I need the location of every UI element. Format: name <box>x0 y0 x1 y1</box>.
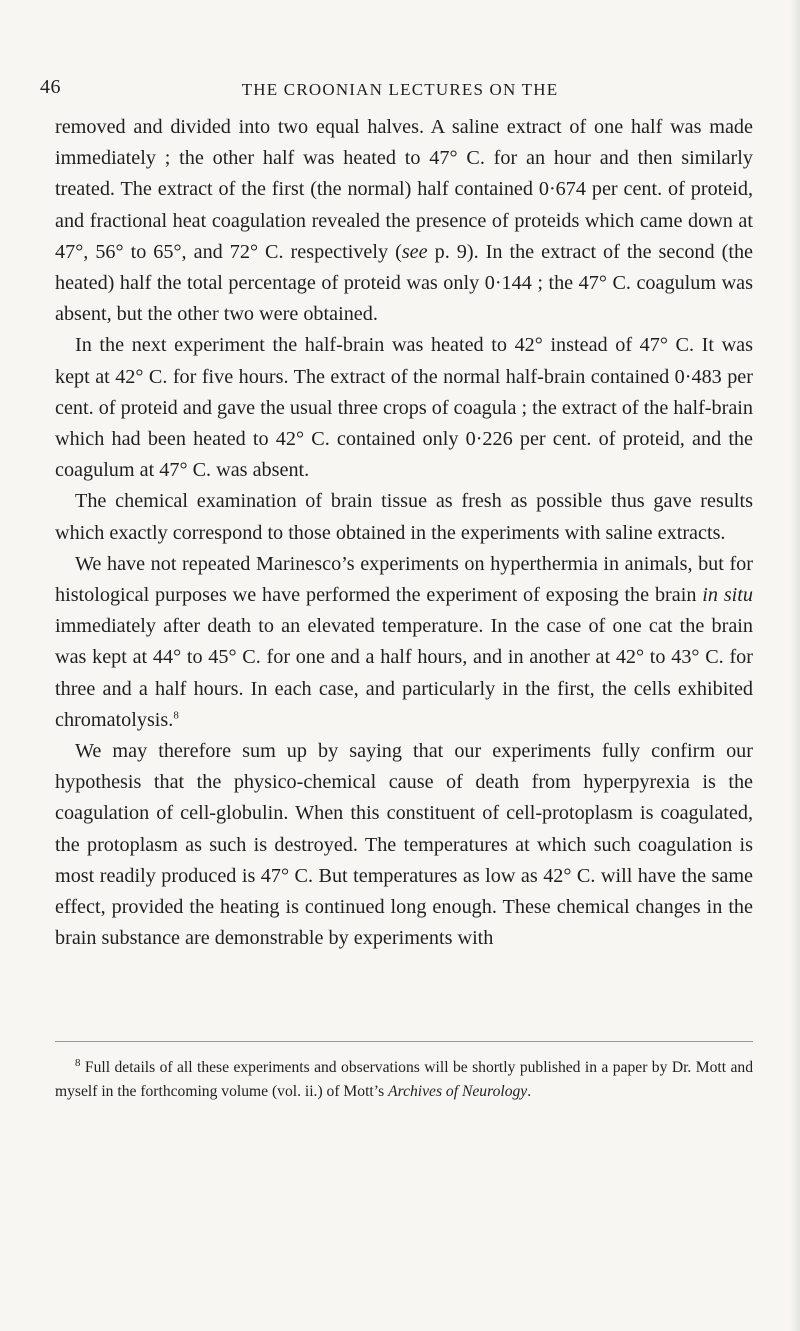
footnote-body: Full details of all these experiments and observations will be shortly published in a paper by Dr. Mott and myself in the forthcoming volume (vol. ii.) of Mott’s <box>55 1059 753 1100</box>
paragraph-4-text-b: immediately after death to an elevated temperature. In the case of one cat the brain was kept at 44° to 45° C. for one and a half hours, and in another at 42° to 43° C. for three and a half hours. In each case, and particularly in the first, the cells exhibited chromatolysis. <box>55 615 753 731</box>
see-reference: see <box>401 240 428 263</box>
footnote-reference: 8 <box>173 709 179 722</box>
paragraph-3: The chemical examination of brain tissue as fresh as possible thus gave results which exactly correspond to those obtained in the experiments with saline extracts. <box>55 490 753 544</box>
journal-title: Archives of Neurology <box>388 1082 528 1100</box>
paragraph-4 <box>55 549 753 736</box>
paragraph-4-text-a: We have not repeated Marinesco’s experiments on hyperthermia in animals, but for histological purposes we have performed the experiment of exposing the brain <box>55 552 753 607</box>
paragraph-1-text-a: removed and divided into two equal halves. A saline extract of one half was made immediately ; the other half was heated to 47° C. for an hour and then similarly treated. The extract of the first (the normal) half contained 0·674 per cent. of proteid, and fractional heat coagulation revealed the presence of proteids which came down at 47°, 56° to 65°, and 72° C. respectively ( <box>55 116 753 263</box>
page-edge-shadow <box>790 0 800 1331</box>
body-text <box>55 112 753 954</box>
running-head: THE CROONIAN LECTURES ON THE <box>241 80 559 99</box>
paragraph-2: In the next experiment the half-brain was heated to 42° instead of 47° C. It was kept at 42° C. for five hours. The extract of the normal half-brain contained 0·483 per cent. of proteid and gave the usual three crops of coagula ; the extract of the half-brain which had been heated to 42° C. contained only 0·226 per cent. of proteid, and the coagulum at 47° C. was absent. <box>55 334 753 482</box>
footnote <box>55 1056 753 1103</box>
footnote-text <box>55 1056 753 1103</box>
paragraph-1 <box>55 112 753 330</box>
footnote-divider <box>55 1041 753 1042</box>
page-number: 46 <box>40 76 61 98</box>
in-situ-term: in situ <box>702 584 753 607</box>
footnote-end: . <box>527 1082 532 1100</box>
footnote-marker: 8 <box>75 1056 81 1069</box>
paragraph-1-text-b: p. 9). In the extract of the second (the heated) half the total percentage of proteid was only 0·144 ; the 47° C. coagulum was absent, but the other two were obtained. <box>55 240 754 326</box>
paragraph-5: We may therefore sum up by saying that our experiments fully confirm our hypothesis that the physico-chemical cause of death from hyperpyrexia is the coagulation of cell-globulin. When this constituent of cell-protoplasm is coagulated, the protoplasm as such is destroyed. The temperatures at which such coagulation is most readily produced is 47° C. But temperatures as low as 42° C. will have the same effect, provided the heating is continued long enough. These chemical changes in the brain substance are demonstrable by experiments with <box>55 740 753 950</box>
